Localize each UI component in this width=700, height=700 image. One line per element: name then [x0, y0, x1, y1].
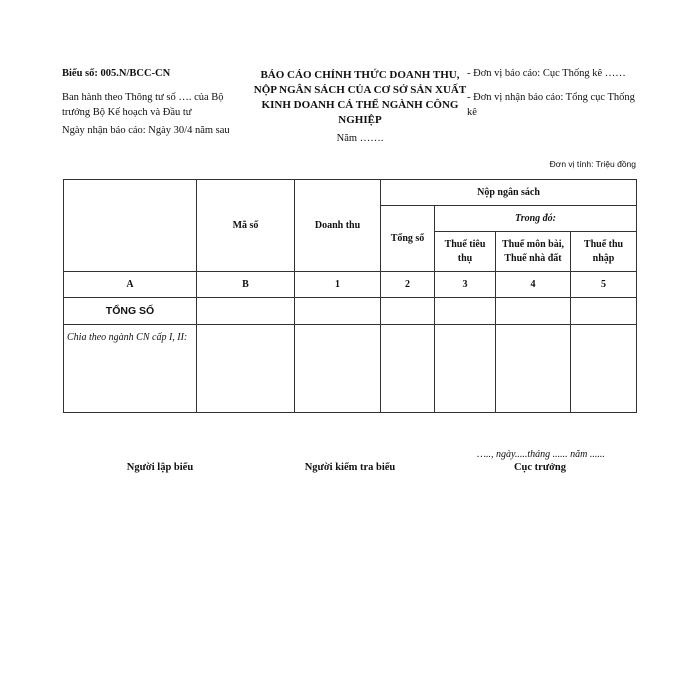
index-cell: 3 — [435, 272, 496, 298]
table-cell — [496, 298, 571, 325]
index-cell: B — [197, 272, 295, 298]
issued-by-note: Ban hành theo Thông tư số …. của Bộ trưởng Bộ Kế hoạch và Đầu tư — [62, 92, 224, 118]
header-budget: Nộp ngân sách — [381, 180, 637, 206]
signature-director: Cục trưởng — [513, 462, 567, 473]
signature-date-line: ….., ngày.....tháng ...... năm ...... — [477, 449, 605, 460]
table-cell — [571, 325, 637, 413]
index-cell: 2 — [381, 272, 435, 298]
header-code: Mã số — [197, 180, 295, 272]
report-table — [63, 179, 637, 413]
header-total: Tổng số — [381, 206, 435, 272]
receiving-unit: - Đơn vị nhận báo cáo: Tổng cục Thống kê — [467, 92, 635, 118]
header-revenue: Doanh thu — [295, 180, 381, 272]
signature-checker: Người kiểm tra biểu — [304, 462, 396, 473]
table-cell — [381, 298, 435, 325]
index-cell: A — [64, 272, 197, 298]
breakdown-row-label: Chia theo ngành CN cấp I, II: — [64, 325, 197, 413]
table-cell — [197, 325, 295, 413]
table-cell — [571, 298, 637, 325]
reporting-unit: - Đơn vị báo cáo: Cục Thống kê …… — [467, 68, 626, 79]
index-row — [64, 272, 637, 298]
total-row — [64, 298, 637, 325]
total-row-label: TỔNG SỐ — [64, 298, 197, 325]
header-of-which: Trong đó: — [435, 206, 637, 232]
header-blank-cell — [64, 180, 197, 272]
received-date-note: Ngày nhận báo cáo: Ngày 30/4 năm sau — [62, 125, 230, 136]
header-income-tax: Thuế thu nhập — [571, 232, 637, 272]
report-title: BÁO CÁO CHÍNH THỨC DOANH THU, NỘP NGÂN SÁCH CỦA CƠ SỞ SẢN XUẤT KINH DOANH CÁ THỂ NGÀNH CÔNG NGHIỆP — [253, 69, 467, 126]
table-cell — [496, 325, 571, 413]
table-cell — [197, 298, 295, 325]
form-code: Biểu số: 005.N/BCC-CN — [62, 68, 171, 79]
report-year: Năm ……. — [336, 133, 384, 144]
table-cell — [435, 298, 496, 325]
table-cell — [295, 298, 381, 325]
table-cell — [381, 325, 435, 413]
table-cell — [435, 325, 496, 413]
index-cell: 4 — [496, 272, 571, 298]
header-excise-tax: Thuế tiêu thụ — [435, 232, 496, 272]
index-cell: 1 — [295, 272, 381, 298]
header-license-land-tax: Thuế môn bài, Thuế nhà đất — [496, 232, 571, 272]
currency-unit: Đơn vị tính: Triệu đồng — [549, 159, 636, 169]
breakdown-row — [64, 325, 637, 413]
signature-preparer: Người lập biểu — [126, 462, 194, 473]
table-cell — [295, 325, 381, 413]
index-cell: 5 — [571, 272, 637, 298]
